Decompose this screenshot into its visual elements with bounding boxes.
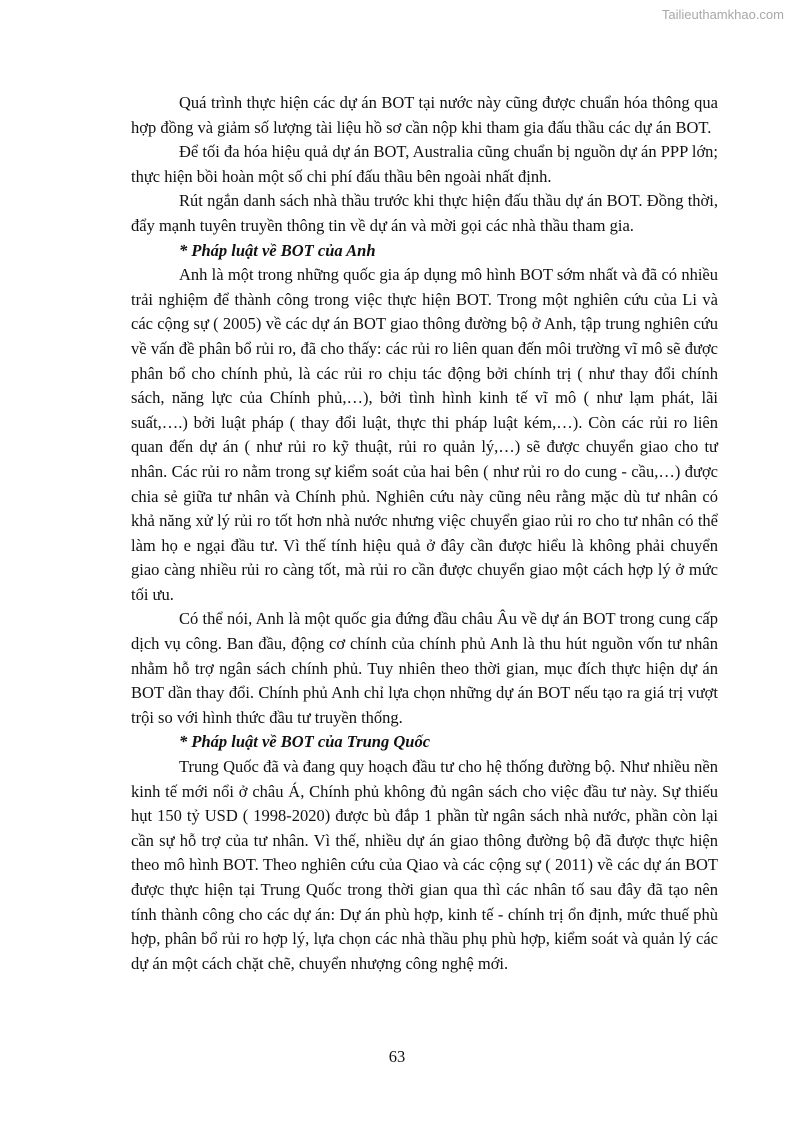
watermark: Tailieuthamkhao.com xyxy=(661,7,784,22)
paragraph-intro-1: Quá trình thực hiện các dự án BOT tại nước này cũng được chuẩn hóa thông qua hợp đồng và giảm số lượng tài liệu hồ sơ cần nộp khi tham gia đấu thầu các dự án BOT. xyxy=(131,93,718,137)
section-heading-china: * Pháp luật về BOT của Trung Quốc xyxy=(179,732,431,752)
document-page xyxy=(131,91,718,976)
paragraph-intro-2: Để tối đa hóa hiệu quả dự án BOT, Australia cũng chuẩn bị nguồn dự án PPP lớn; thực hiện bồi hoàn một số chi phí đấu thầu bên ngoài nhất định. xyxy=(131,142,718,186)
page-number: 63 xyxy=(388,1047,406,1066)
paragraph-uk-2: Có thể nói, Anh là một quốc gia đứng đầu châu Âu về dự án BOT trong cung cấp dịch vụ công. Ban đầu, động cơ chính của chính phủ Anh là thu hút nguồn vốn tư nhân nhằm hỗ trợ ngân sách chính phủ. Tuy nhiên theo thời gian, mục đích thực hiện dự án BOT dần thay đổi. Chính phủ Anh chỉ lựa chọn những dự án BOT nếu tạo ra giá trị vượt trội so với hình thức đầu tư truyền thống. xyxy=(131,609,718,727)
paragraph-intro-3: Rút ngắn danh sách nhà thầu trước khi thực hiện đấu thầu dự án BOT. Đồng thời, đẩy mạnh tuyên truyền thông tin về dự án và mời gọi các nhà thầu tham gia. xyxy=(131,191,718,235)
paragraph-china-1: Trung Quốc đã và đang quy hoạch đầu tư cho hệ thống đường bộ. Như nhiều nền kinh tế mới nổi ở châu Á, Chính phủ không đủ ngân sách cho việc đầu tư này. Sự thiếu hụt 150 tỷ USD ( 1998-2020) được bù đắp 1 phần từ ngân sách nhà nước, phần còn lại cần sự hỗ trợ của tư nhân. Vì thế, nhiều dự án giao thông đường bộ đã được thực hiện theo mô hình BOT. Theo nghiên cứu của Qiao và các cộng sự ( 2011) về các dự án BOT được thực hiện tại Trung Quốc trong thời gian qua thì các nhân tố sau đây đã tạo nên tính thành công cho các dự án: Dự án phù hợp, kinh tế - chính trị ổn định, mức thuế phù hợp, phân bổ rủi ro hợp lý, lựa chọn các nhà thầu phụ phù hợp, kiểm soát và quản lý các dự án một cách chặt chẽ, chuyển nhượng công nghệ mới. xyxy=(131,757,718,973)
paragraph-uk-1: Anh là một trong những quốc gia áp dụng mô hình BOT sớm nhất và đã có nhiều trải nghiệm để thành công trong việc thực hiện BOT. Trong một nghiên cứu của Li và các cộng sự ( 2005) về các dự án BOT giao thông đường bộ ở Anh, tập trung nghiên cứu về vấn đề phân bổ rủi ro, đã cho thấy: các rủi ro liên quan đến môi trường vĩ mô sẽ được phân bổ cho chính phủ, là các rủi ro chịu tác động bởi chính trị ( như thay đổi chính sách, năng lực của Chính phủ,…), bởi tình hình kinh tế vĩ mô ( như lạm phát, lãi suất,….) bởi luật pháp ( thay đổi luật, thực thi pháp luật kém,…). Còn các rủi ro liên quan đến dự án ( như rủi ro kỹ thuật, rủi ro quản lý,…) sẽ được chuyển giao cho tư nhân. Các rủi ro nằm trong sự kiểm soát của hai bên ( như rủi ro do cung - cầu,…) được chia sẻ giữa tư nhân và Chính phủ. Nghiên cứu này cũng nêu rằng mặc dù tư nhân có khả năng xử lý rủi ro tốt hơn nhà nước nhưng việc chuyển giao rủi ro cho tư nhân có thể làm họ e ngại đầu tư. Vì thế tính hiệu quả ở đây cần được hiểu là không phải chuyển giao càng nhiều rủi ro càng tốt, mà rủi ro cần được chuyển giao một cách hợp lý ở mức tối ưu. xyxy=(131,265,718,604)
section-heading-uk: * Pháp luật về BOT của Anh xyxy=(179,240,376,260)
